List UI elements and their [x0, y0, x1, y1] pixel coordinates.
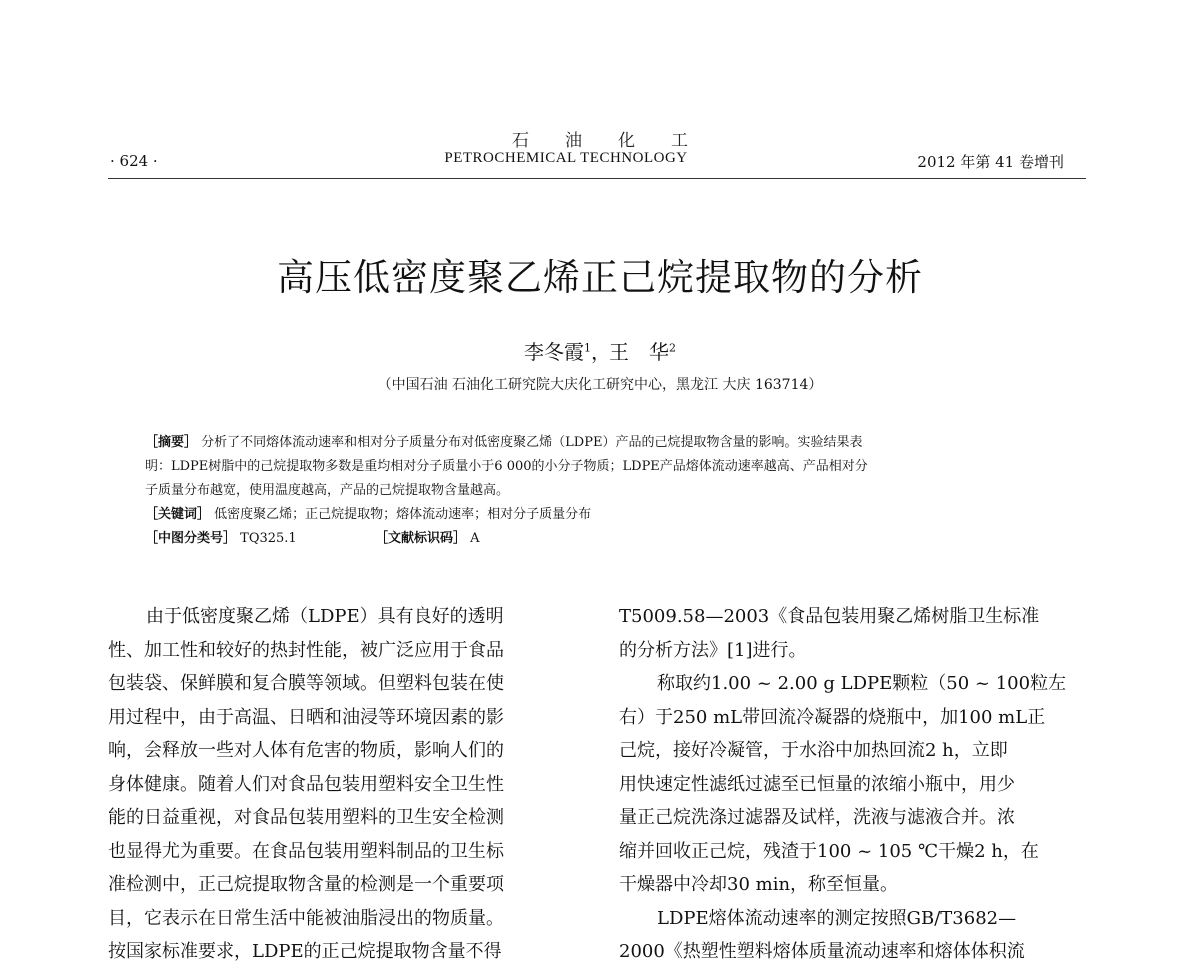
body-line: 己烷，接好冷凝管，于水浴中加热回流2 h，立即: [619, 740, 1008, 761]
body-line: 能的日益重视，对食品包装用塑料的卫生安全检测: [108, 807, 504, 828]
body-line: LDPE熔体流动速率的测定按照GB/T3682—: [657, 907, 1017, 929]
author-affil-mark: 2: [669, 341, 676, 355]
body-line: 也显得尤为重要。在食品包装用塑料制品的卫生标: [108, 840, 504, 862]
body-line: T5009.58—2003《食品包装用聚乙烯树脂卫生标准: [619, 606, 1040, 627]
author-separator: ，: [591, 340, 611, 364]
body-line: 响，会释放一些对人体有危害的物质，影响人们的: [108, 740, 504, 761]
article-title: 高压低密度聚乙烯正己烷提取物的分析: [277, 256, 923, 299]
abstract-tag: ［摘要］: [145, 435, 198, 450]
keywords-line: [145, 503, 1065, 527]
body-column-right: [619, 600, 1087, 969]
body-line: 按国家标准要求，LDPE的正己烷提取物含量不得: [108, 941, 502, 962]
doc-code-value: A: [470, 531, 480, 546]
abstract-line: [145, 431, 1065, 455]
author-list: [0, 336, 1200, 365]
issue-info: 2012 年第 41 卷增刊: [917, 153, 1064, 171]
author-affil-mark: 1: [584, 341, 591, 355]
keywords-tag: ［关键词］: [145, 507, 211, 522]
body-line: 性、加工性和较好的热封性能，被广泛应用于食品: [108, 639, 504, 661]
body-line: 身体健康。随着人们对食品包装用塑料安全卫生性: [108, 773, 504, 795]
keywords-text: 低密度聚乙烯；正己烷提取物；熔体流动速率；相对分子质量分布: [214, 507, 592, 522]
abstract-line: 子质量分布越宽，使用温度越高，产品的己烷提取物含量越高。: [145, 483, 510, 498]
body-line: 干燥器中冷却30 min，称至恒量。: [619, 874, 899, 895]
abstract-line: 明：LDPE树脂中的己烷提取物多数是重均相对分子质量小于6 000的小分子物质；LDPE产品熔体流动速率越高、产品相对分: [145, 459, 868, 474]
author-name: 李冬霞: [524, 340, 584, 364]
running-header: [108, 148, 1086, 178]
body-line: 缩并回收正己烷，残渣于100 ~ 105 ℃干燥2 h，在: [619, 840, 1039, 862]
body-line: 用过程中，由于高温、日晒和油浸等环境因素的影: [108, 706, 504, 728]
abstract-block: [145, 431, 1065, 551]
page-number: · 624 ·: [110, 152, 158, 170]
body-line: 的分析方法》[1]进行。: [619, 639, 807, 661]
header-rule: [108, 178, 1086, 179]
journal-name-cn: 石油化工: [512, 131, 724, 151]
affiliation: （中国石油 石油化工研究院大庆化工研究中心，黑龙江 大庆 163714）: [377, 377, 823, 393]
body-line: 称取约1.00 ~ 2.00 g LDPE颗粒（50 ~ 100粒左: [657, 673, 1067, 694]
doc-code-tag: ［文献标识码］: [374, 531, 466, 546]
body-line: 准检测中，正己烷提取物含量的检测是一个重要项: [108, 874, 504, 895]
classification-line: [145, 527, 1065, 551]
journal-name-en: PETROCHEMICAL TECHNOLOGY: [444, 150, 688, 166]
body-line: 目，它表示在日常生活中能被油脂浸出的物质量。: [108, 907, 504, 929]
body-line: 2000《热塑性塑料熔体质量流动速率和熔体体积流: [619, 941, 1025, 962]
body-line: 由于低密度聚乙烯（LDPE）具有良好的透明: [146, 606, 504, 627]
author-name: 王 华: [609, 340, 669, 364]
clc-value: TQ325.1: [240, 531, 297, 546]
body-line: 用快速定性滤纸过滤至已恒量的浓缩小瓶中，用少: [619, 773, 1015, 795]
body-line: 包装袋、保鲜膜和复合膜等领域。但塑料包装在使: [108, 673, 504, 694]
body-line: 量正己烷洗涤过滤器及试样，洗液与滤液合并。浓: [619, 807, 1015, 828]
body-column-left: [108, 600, 576, 969]
body-line: 右）于250 mL带回流冷凝器的烧瓶中，加100 mL正: [619, 706, 1046, 728]
abstract-text: 分析了不同熔体流动速率和相对分子质量分布对低密度聚乙烯（LDPE）产品的己烷提取物含量的影响。实验结果表: [201, 435, 863, 450]
clc-tag: ［中图分类号］: [145, 531, 237, 546]
